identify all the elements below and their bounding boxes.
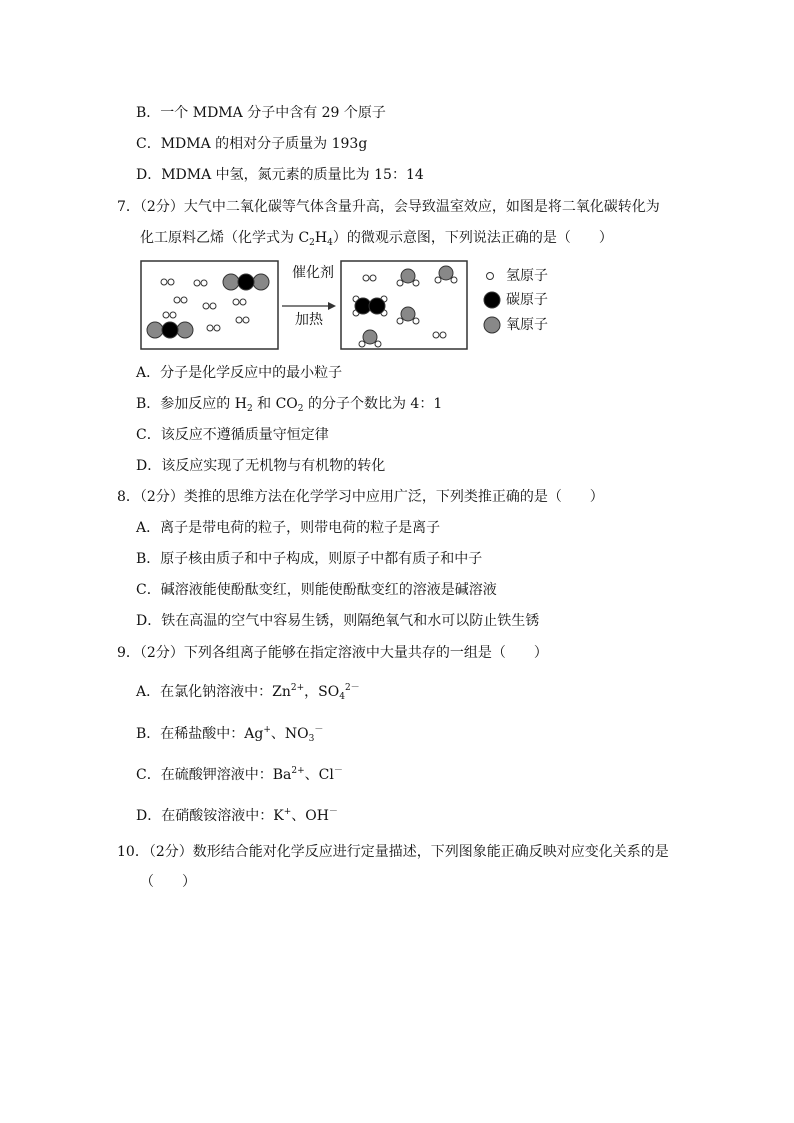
- q8-stem: 8．（2分）类推的思维方法在化学学习中应用广泛，下列类推正确的是（ ）: [117, 489, 604, 505]
- q10-stem: 10．（2分）数形结合能对化学反应进行定量描述，下列图象能正确反映对应变化关系的是: [117, 844, 669, 860]
- reaction-diagram-svg: [140, 260, 560, 352]
- q7-option-c: C．该反应不遵循质量守恒定律: [136, 427, 329, 443]
- reaction-diagram: [140, 260, 560, 352]
- q9-option-b: B．在稀盐酸中：Ag+、$NO_3^-$: [136, 725, 324, 744]
- q6-option-d: D．MDMA 中氢，氮元素的质量比为 15：14: [136, 167, 424, 183]
- q6-option-b: B．一个 MDMA 分子中含有 29 个原子: [136, 105, 386, 121]
- q8-option-c: C．碱溶液能使酚酞变红，则能使酚酞变红的溶液是碱溶液: [136, 582, 497, 598]
- q10-answer-paren: （ ）: [140, 874, 196, 890]
- q8-option-b: B．原子核由质子和中子构成，则原子中都有质子和中子: [136, 551, 483, 567]
- arrow-label-catalyst: 催化剂: [292, 265, 334, 281]
- q8-option-a: A．离子是带电荷的粒子，则带电荷的粒子是离子: [136, 520, 441, 536]
- legend-oxygen-label: 氧原子: [506, 317, 548, 333]
- q9-stem: 9．（2分）下列各组离子能够在指定溶液中大量共存的一组是（ ）: [117, 645, 548, 661]
- q7-option-d: D．该反应实现了无机物与有机物的转化: [136, 458, 386, 474]
- arrow-label-heat: 加热: [295, 312, 323, 328]
- legend-hydrogen-label: 氢原子: [506, 268, 548, 284]
- legend-carbon-icon: [484, 292, 500, 308]
- legend-oxygen-icon: [484, 317, 500, 333]
- q9-option-c: C．在硫酸钾溶液中：$Ba^{2+}$、Cl－: [136, 766, 343, 783]
- q7-option-b: B．参加反应的 $H_2$ 和 $CO_2$ 的分子个数比为 4：1: [136, 396, 443, 414]
- q9-option-d: D．在硝酸铵溶液中：K+、OH－: [136, 807, 338, 824]
- q7-option-a: A．分子是化学反应中的最小粒子: [136, 365, 343, 381]
- legend-hydrogen-icon: [487, 273, 494, 280]
- legend-carbon-label: 碳原子: [506, 292, 548, 308]
- q8-option-d: D．铁在高温的空气中容易生锈，则隔绝氧气和水可以防止铁生锈: [136, 613, 540, 629]
- q7-stem-line1: 7．（2分）大气中二氧化碳等气体含量升高，会导致温室效应，如图是将二氧化碳转化为: [117, 199, 660, 215]
- q6-option-c: C．MDMA 的相对分子质量为 193g: [136, 136, 368, 152]
- q9-option-a: A．在氯化钠溶液中：$Zn^{2+}$，$SO_4^{2-}$: [136, 683, 360, 702]
- q7-stem-line2: 化工原料乙烯（化学式为 $C_2H_4$）的微观示意图，下列说法正确的是（ ）: [140, 230, 613, 248]
- reactants-box: [141, 261, 278, 349]
